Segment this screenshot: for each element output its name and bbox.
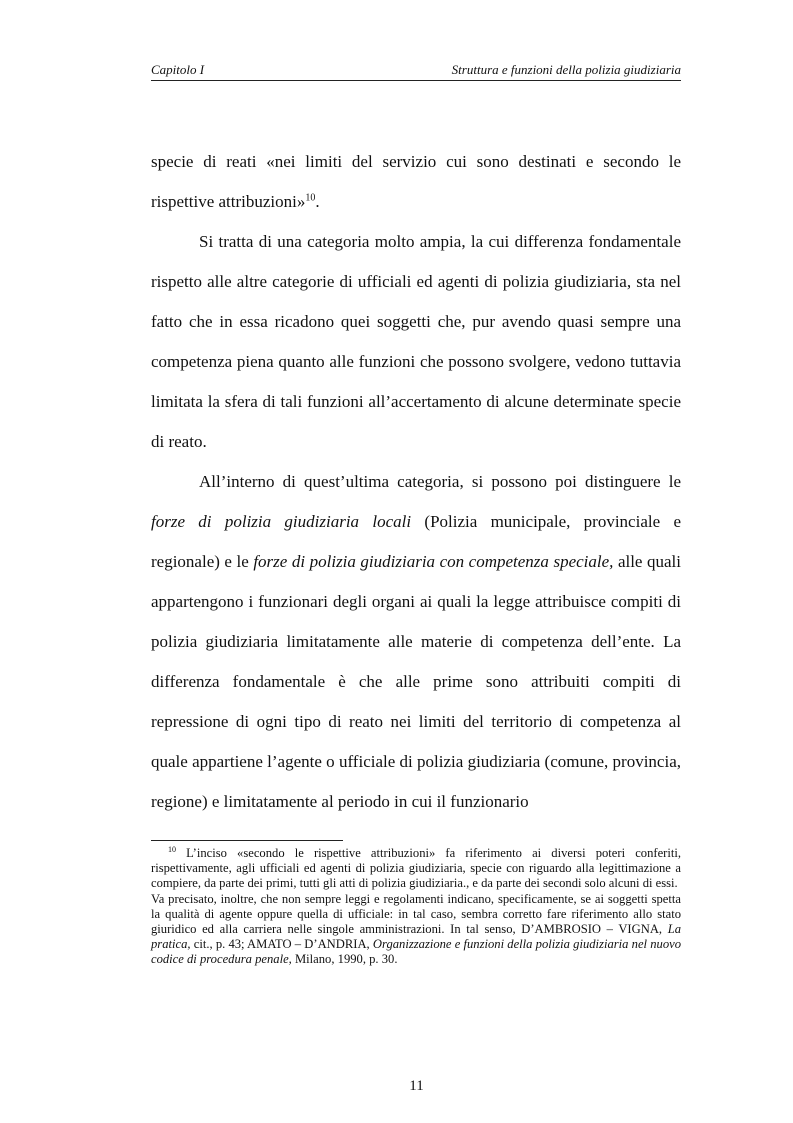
footnotes: [151, 846, 681, 968]
paragraph-1: [151, 142, 681, 222]
footnote-text-2b: cit., p. 43; AMATO – D’ANDRIA,: [190, 937, 373, 952]
header-section-title: Struttura e funzioni della polizia giudiziaria: [451, 62, 681, 77]
paragraph-1-end: .: [315, 192, 320, 211]
paragraph-1-text: specie di reati «nei limiti del servizio cui sono destinati e secondo le rispettive attribuzioni»: [151, 152, 681, 211]
paragraph-2: Si tratta di una categoria molto ampia, la cui differenza fondamentale rispetto alle altre categorie di ufficiali ed agenti di polizia giudiziaria, sta nel fatto che in essa ricadono quei soggetti che, pur avendo quasi sempre una competenza piena quanto alle funzioni che possono svolgere, vedono tuttavia limitata la sfera di tali funzioni all’accertamento di alcune determinate specie di reato.: [151, 232, 681, 451]
footnote-text-2a: Va precisato, inoltre, che non sempre leggi e regolamenti indicano, specificamente, se ai soggetti spetta la qualità di agente oppure quella di ufficiale: in tal caso, sembra corretto fare riferimento allo stato giuridico ed alla carriera nelle singole amministrazioni. In tal senso, D’AMBROSIO – VIGNA,: [151, 891, 681, 937]
paragraph-3-part-b: (Polizia municipale, provinciale e regionale) e le: [151, 512, 681, 571]
footnote-text-2c: Milano, 1990, p. 30.: [291, 952, 398, 967]
footnote-citation-title-2: Organizzazione e funzioni della polizia giudiziaria nel nuovo codice di procedura penale,: [151, 937, 682, 967]
footnote-10-continued: [151, 892, 681, 968]
paragraph-3: [151, 462, 681, 822]
page-number: 11: [409, 1078, 424, 1094]
header-chapter: Capitolo I: [151, 62, 205, 77]
paragraph-3-emphasis-special: forze di polizia giudiziaria con competenza speciale,: [253, 552, 614, 571]
footnote-citation-title-1: La pratica,: [151, 922, 681, 952]
footnote-text-1: L’inciso «secondo le rispettive attribuzioni» fa riferimento ai diversi poteri conferiti, rispettivamente, agli ufficiali ed agenti di polizia giudiziaria, specie con riguardo alla legittimazione a compiere, da parte dei primi, tutti gli atti di polizia giudiziaria., e da parte dei secondi solo alcuni di essi.: [151, 846, 681, 891]
running-header: [151, 62, 681, 81]
paragraph-3-emphasis-local: forze di polizia giudiziaria locali: [151, 512, 412, 531]
paragraph-3-part-c: alle quali appartengono i funzionari degli organi ai quali la legge attribuisce compiti di polizia giudiziaria limitatamente alle materie di competenza dell’ente. La differenza fondamentale è che alle prime sono attribuiti compiti di repressione di ogni tipo di reato nei limiti del territorio di competenza al quale appartiene l’agente o ufficiale di polizia giudiziaria (comune, provincia, regione) e limitatamente al periodo in cui il funzionario: [151, 552, 682, 811]
footnote-10: [151, 846, 681, 892]
paragraph-3-part-a: All’interno di quest’ultima categoria, si possono poi distinguere le: [199, 472, 681, 491]
footnote-separator: [151, 840, 343, 841]
footnote-number: 10: [168, 844, 176, 854]
main-text: [151, 142, 681, 822]
footnote-reference[interactable]: 10: [305, 192, 316, 204]
